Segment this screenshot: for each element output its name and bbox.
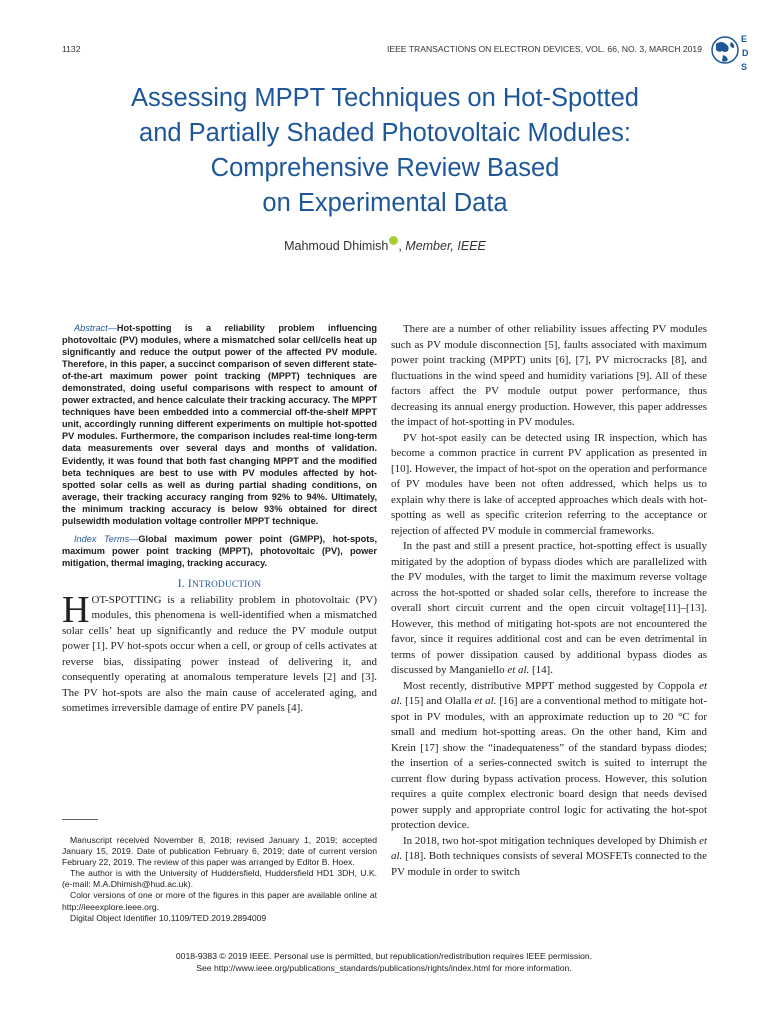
footnote-doi: Digital Object Identifier 10.1109/TED.2019.2894009 bbox=[70, 912, 267, 923]
rights-link[interactable]: See http://www.ieee.org/publications_standards/publications/rights/index.html for more information. bbox=[196, 962, 572, 973]
abstract-label: Abstract— bbox=[74, 323, 117, 333]
abstract-text: Hot-spotting is a reliability problem influencing photovoltaic (PV) modules, where a mismatched solar cell/cells heat up significantly and reduce the output power of the affected PV module. Therefore, in this paper, a succinct comparison of seven different state-of-the-art maximum power point tracking (MPPT) techniques are demonstrated, doing useful comparisons with respect to amount of power extracted, and hence calculate their tracking accuracy. The MPPT techniques have been embedded into a commercial off-the-shelf MPPT unit, accordingly running different experiments on multiple hot-spotted PV modules. Furthermore, the comparison includes real-time long-term data measurements over several days and months of validation. Evidently, it was found that both fast changing MPPT and the modified beta techniques are best to use with PV modules affected by hot-spotted solar cells as well as during partial shading conditions, on average, their tracking accuracy ranging from 92% to 94%. Ultimately, the minimum tracking accuracy is below 93% obtained for direct pulsewidth modulation voltage controller MPPT technique. bbox=[62, 323, 377, 526]
body-paragraph: In the past and still a present practice, hot-spotting effect is usually mitigated by the adoption of bypass diodes which are parallelized with the PV modules, with the target to limit the maximum reverse voltage across the hot-spotted or shaded solar cells, therefore to increase the overall short circuit current and the open circuit voltage[11]–[13]. However, this method of mitigating hot-spots are not encountered the favor, since it requires additional cost and can be even detrimental in terms of power dissipation caused by additional bypass diodes as discussed by Manganiello et al. [14]. bbox=[391, 540, 707, 676]
author-name: Mahmoud Dhimish bbox=[284, 239, 389, 254]
logo-letter-e: E bbox=[741, 34, 748, 44]
logo-letter-d: D bbox=[742, 48, 749, 58]
abstract bbox=[62, 322, 377, 527]
page-number: 1132 bbox=[62, 44, 81, 54]
logo-letter-s: S bbox=[741, 62, 748, 72]
body-paragraph: In 2018, two hot-spot mitigation techniques developed by Dhimish et al. [18]. Both techniques consists of several MOSFETs connected to the PV module in order to switch bbox=[391, 834, 707, 878]
journal-info: IEEE TRANSACTIONS ON ELECTRON DEVICES, VOL. 66, NO. 3, MARCH 2019 bbox=[386, 44, 702, 54]
intro-paragraph bbox=[62, 588, 377, 717]
footnote-affiliation: The author is with the University of Huddersfield, Huddersfield HD1 3DH, U.K. (e-mail: M.A.Dhimish@hud.ac.uk). bbox=[62, 868, 377, 890]
title-line: on Experimental Data bbox=[262, 189, 508, 217]
body-paragraph: There are a number of other reliability issues affecting PV modules such as PV module disconnection [5], faults associated with maximum power point tracking (MPPT) units [6], [7], PV microcracks [8], and fluctuations in the wind speed and humidity variations [9]. All of these factors affect the PV module output power performance, thus decreasing its annual energy production. However, this paper addresses the impact of hot-spotting in PV modules. bbox=[391, 323, 707, 428]
index-terms-text: Global maximum power point (GMPP), hot-spots, maximum power point tracking (MPPT), photovoltaic (PV), power mitigation, thermal imaging, tracking accuracy. bbox=[62, 533, 377, 568]
copyright-notice bbox=[60, 951, 708, 974]
first-word: OT-SPOTTING bbox=[91, 593, 162, 606]
title-line: and Partially Shaded Photovoltaic Modules: bbox=[139, 119, 631, 147]
author-line: Mahmoud Dhimish , Member, IEEE bbox=[40, 236, 730, 253]
index-terms bbox=[62, 533, 377, 569]
eds-globe-logo bbox=[707, 30, 749, 78]
paper-title bbox=[40, 81, 730, 221]
intro-text: is a reliability problem in photovoltaic (PV) modules, this phenomena is well-identified when a mismatched solar cells’ heat up significantly and reduce the PV module output power [1]. PV hot-spots occur when a cell, or group of cells activates at reverse bias, dissipating power instead of delivering it, and consequently operating at anomalous temperature levels [2] and [3]. The PV hot-spots are also the main cause of accelerated aging, and sometimes irreversible damage of entire PV panels [4]. bbox=[62, 593, 377, 715]
body-paragraph: PV hot-spot easily can be detected using IR inspection, which has become a common practice in current PV application as presented in [10]. However, the impact of hot-spot on the operation and performance of PV modules have been not often addressed, which helps us to explain why there is lake of accepted approaches which deals with hot-spotting as well as specific criterion referring to the acceptance or rejection of affected PV module in commercial frameworks. bbox=[391, 431, 707, 537]
index-terms-label: Index Terms— bbox=[74, 533, 139, 544]
running-header bbox=[62, 44, 702, 58]
orcid-icon[interactable] bbox=[389, 236, 398, 245]
footnote-divider bbox=[62, 819, 98, 820]
footnotes bbox=[62, 835, 377, 924]
section-heading-introduction: I. INTRODUCTION bbox=[177, 577, 262, 590]
body-paragraph: Most recently, distributive MPPT method suggested by Coppola et al. [15] and Olalla et al. [16] are a conventional method to mitigate hot-spot in PV modules, with an approximate reduction up to 20 °C for small and medium hot-spotting areas. On the other hand, Kim and Krein [17] show the “inadequateness” of the standard bypass diodes; the insertion of a series-connected switch is suited to interrupt the current flow during bypass activation process. However, this solution requires a quite complex electronic board design that needs devised power supply and appropriate control logic for activating the hot-spot protection device. bbox=[391, 679, 707, 831]
copyright-line: 0018-9383 © 2019 IEEE. Personal use is permitted, but republication/redistribution requires IEEE permission. bbox=[175, 951, 593, 961]
author-membership: Member, IEEE bbox=[405, 239, 486, 254]
left-column bbox=[62, 322, 377, 717]
title-line: Comprehensive Review Based bbox=[210, 154, 560, 182]
footnote-manuscript: Manuscript received November 8, 2018; revised January 1, 2019; accepted January 15, 2019. Date of publication February 6, 2019; date of current version February 22, 2019. The review of this paper was arranged by Editor B. Hoex. bbox=[62, 835, 377, 868]
right-column bbox=[391, 322, 707, 880]
footnote-color: Color versions of one or more of the figures in this paper are available online at http://ieeexplore.ieee.org. bbox=[62, 890, 377, 912]
title-line: Assessing MPPT Techniques on Hot-Spotted bbox=[131, 84, 639, 112]
drop-cap: H bbox=[62, 588, 90, 631]
